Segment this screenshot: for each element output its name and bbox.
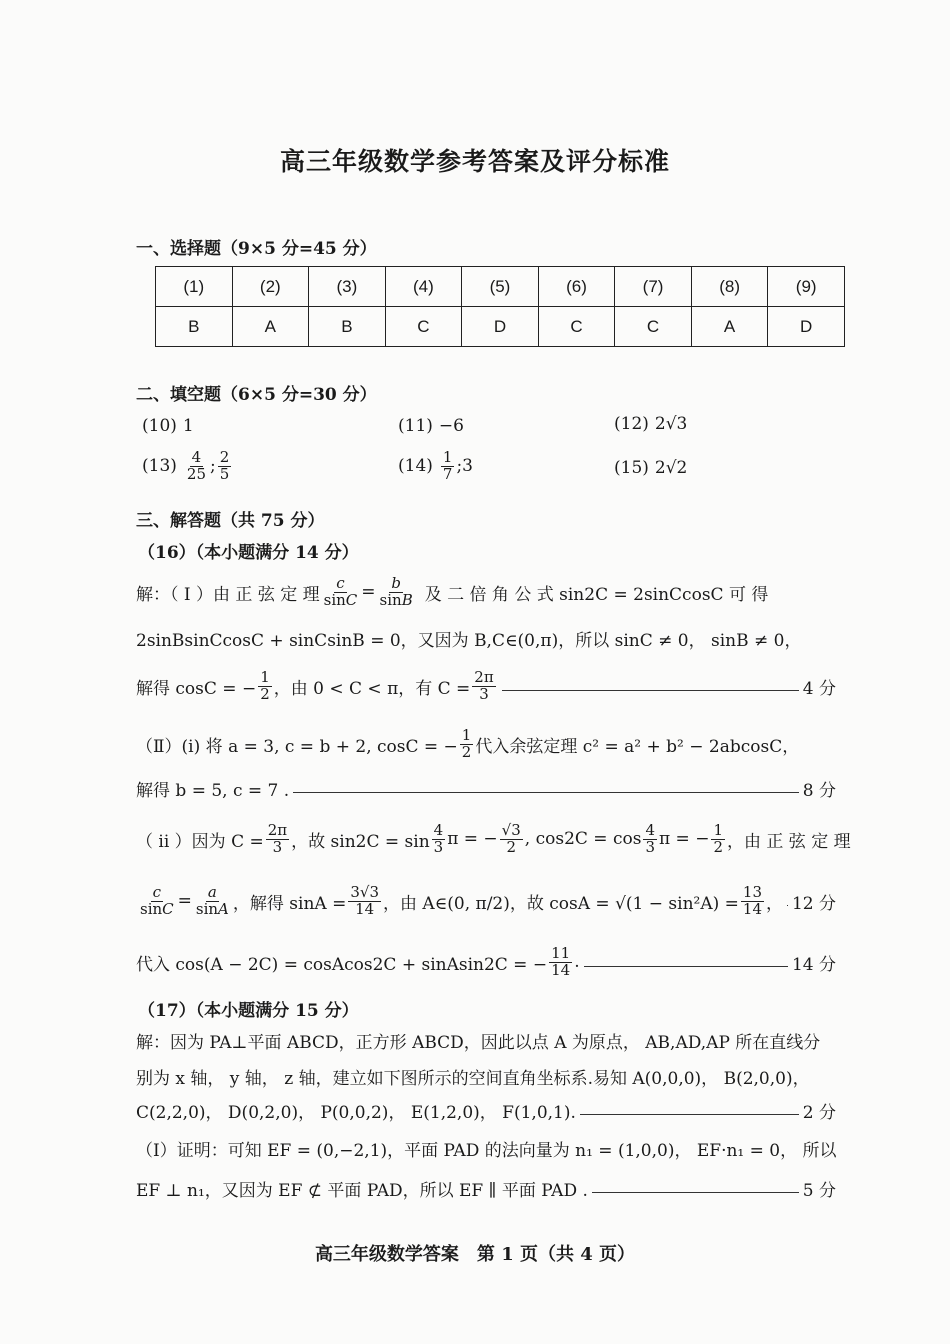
score-label: 2 分	[802, 1103, 836, 1123]
header-cell: (2)	[232, 267, 309, 307]
dash-leader	[502, 690, 799, 691]
header-cell: (9)	[768, 267, 845, 307]
fraction	[741, 882, 764, 918]
denominator: 14	[551, 960, 571, 979]
denominator: sinC	[323, 590, 358, 609]
denominator: 7	[442, 464, 453, 483]
denominator: 2	[461, 742, 472, 761]
text: 代入余弦定理 c² = a² + b² − 2abcosC，	[475, 736, 800, 757]
answer-cell: A	[232, 307, 309, 347]
header-cell: (8)	[691, 267, 768, 307]
fraction	[549, 943, 572, 979]
equals: =	[177, 891, 192, 911]
answer-cell: C	[385, 307, 462, 347]
denominator: sinA	[195, 899, 229, 918]
numerator: b	[391, 573, 401, 592]
text: C(2,2,0)， D(0,2,0)， P(0,0,2)， E(1,2,0)， F(1,0,1).	[136, 1103, 576, 1123]
denominator: 14	[742, 899, 762, 918]
denominator: 2	[260, 684, 270, 703]
q16-line-3	[136, 664, 836, 708]
numerator: 4	[433, 820, 444, 839]
fill-label: (10)	[142, 416, 177, 436]
fraction	[194, 882, 231, 918]
fraction	[322, 573, 360, 609]
text: ，故 sin2C = sin	[291, 831, 430, 852]
q17-header: （17）（本小题满分 15 分）	[138, 1001, 359, 1021]
denominator: 2	[506, 837, 516, 856]
numerator: √3	[501, 820, 521, 839]
answer-cell: D	[768, 307, 845, 347]
numerator: 4	[645, 820, 655, 839]
header-cell: (7)	[615, 267, 692, 307]
q16-line-7: $\frac{c}{\sin C}$ = $\frac{a}{\sin A}$ ，解得 sinA = $\frac{3√3}{14}$ ，由 A∈(0, π/2)，故 cosA = √(1 − sin²A) = $\frac{13}{14}$ ， 12 分	[140, 882, 836, 918]
denominator: 14	[355, 899, 375, 918]
text: 代入 cos(A − 2C) = cosAcos2C + sinAsin2C = −	[136, 954, 548, 975]
score-label: 4 分	[802, 678, 836, 699]
fraction	[378, 573, 415, 609]
text: 解得 cosC = −	[136, 678, 257, 699]
text: ，由 A∈(0, π/2)，故 cosA = √(1 − sin²A) =	[383, 893, 739, 914]
fraction	[138, 882, 176, 918]
fill-label: (15)	[614, 458, 649, 478]
numerator: 2π	[267, 820, 288, 839]
fill-value: −6	[438, 416, 464, 436]
fill-value: ;3	[456, 455, 473, 476]
fill-label: (11)	[398, 416, 433, 436]
q16-line-5	[136, 776, 836, 801]
fill-value: 2√3	[654, 414, 688, 434]
table-header-row	[156, 267, 845, 307]
text: （Ⅱ）(i) 将 a = 3, c = b + 2, cosC = −	[136, 736, 458, 757]
dash-leader	[293, 792, 799, 793]
text: ，解得 sinA =	[232, 893, 347, 914]
denominator: 25	[186, 464, 206, 483]
fill-answer-15	[614, 458, 687, 478]
q17-line-5	[136, 1176, 836, 1201]
fill-answer-11	[398, 416, 464, 436]
numerator: 2π	[474, 667, 494, 686]
text: , cos2C = cos	[524, 829, 642, 849]
header-cell: (1)	[156, 267, 233, 307]
text: π = −	[447, 829, 498, 849]
section-solve: 三、解答题（共 75 分）	[136, 511, 325, 531]
fraction	[185, 450, 208, 483]
numerator: 1	[713, 820, 723, 839]
q17-line-3	[136, 1098, 836, 1123]
fraction	[432, 820, 446, 856]
fill-label: (13)	[142, 455, 177, 476]
equals: =	[361, 582, 376, 602]
numerator: 13	[742, 882, 762, 901]
header-cell: (6)	[538, 267, 615, 307]
q16-line-8: 代入 cos(A − 2C) = cosAcos2C + sinAsin2C = − $\frac{11}{14}$ . 14 分	[136, 943, 836, 979]
fraction	[460, 725, 474, 761]
numerator: 3√3	[350, 882, 379, 901]
dash-leader	[592, 1192, 799, 1193]
denominator: sinC	[140, 899, 174, 918]
q17-line-2: 别为 x 轴， y 轴， z 轴，建立如下图所示的空间直角坐标系.易知 A(0,0,0)， B(2,0,0)，	[136, 1069, 810, 1089]
choice-answer-table	[155, 266, 845, 347]
numerator: 4	[191, 448, 202, 466]
score-label: 12 分	[791, 893, 836, 914]
text: 解得 b = 5, c = 7 .	[136, 781, 290, 801]
answer-cell: A	[691, 307, 768, 347]
text: 及 二 倍 角 公 式 sin2C = 2sinCcosC 可 得	[424, 584, 769, 605]
section-choice: 一、选择题（9×5 分=45 分）	[136, 239, 377, 259]
dash-leader	[580, 1114, 799, 1115]
text: （ ii ）因为 C =	[136, 831, 264, 852]
fraction	[711, 820, 725, 856]
denominator: 3	[645, 837, 655, 856]
fill-answer-14	[398, 450, 473, 483]
fill-answer-13	[142, 450, 233, 483]
denominator: 5	[219, 464, 230, 483]
section-fill: 二、填空题（6×5 分=30 分）	[136, 385, 377, 405]
answer-cell: B	[156, 307, 233, 347]
denominator: 3	[433, 837, 444, 856]
text: 解：（ Ⅰ ）由 正 弦 定 理	[136, 584, 320, 605]
table-answer-row	[156, 307, 845, 347]
score-label: 8 分	[802, 781, 836, 801]
header-cell: (4)	[385, 267, 462, 307]
fraction	[266, 820, 289, 856]
denominator: sinB	[379, 590, 413, 609]
denominator: 3	[479, 684, 489, 703]
numerator: a	[207, 882, 217, 901]
answer-cell: C	[538, 307, 615, 347]
q16-header: （16）（本小题满分 14 分）	[138, 543, 359, 563]
fill-label: (14)	[398, 455, 433, 476]
fraction	[348, 882, 381, 918]
answer-cell: C	[615, 307, 692, 347]
score-label: 14 分	[791, 954, 836, 975]
numerator: 11	[551, 943, 571, 962]
page-title: 高三年级数学参考答案及评分标准	[279, 147, 670, 176]
q16-line-6	[136, 816, 851, 862]
fraction	[218, 450, 232, 483]
text: EF ⊥ n₁，又因为 EF ⊄ 平面 PAD，所以 EF ∥ 平面 PAD .	[136, 1181, 588, 1201]
numerator: 1	[442, 448, 453, 466]
denominator: 2	[713, 837, 723, 856]
text: ，由 正 弦 定 理	[727, 831, 851, 852]
separator: ;	[210, 455, 216, 476]
header-cell: (3)	[309, 267, 386, 307]
dash-leader	[787, 905, 788, 906]
fraction	[643, 820, 657, 856]
denominator: 3	[272, 837, 283, 856]
header-cell: (5)	[462, 267, 539, 307]
q16-line-4	[136, 722, 836, 766]
numerator: 1	[260, 667, 270, 686]
dash-leader	[584, 966, 788, 967]
fill-value: 1	[182, 416, 194, 436]
fraction	[472, 667, 495, 703]
fraction	[441, 450, 455, 483]
answer-cell: B	[309, 307, 386, 347]
fraction	[258, 667, 272, 703]
fill-label: (12)	[614, 414, 649, 434]
fill-answer-10	[142, 416, 194, 436]
numerator: 2	[219, 448, 230, 466]
fill-value: 2√2	[654, 458, 688, 478]
q17-line-4: （Ⅰ）证明：可知 EF = (0,−2,1)，平面 PAD 的法向量为 n₁ = (1,0,0)， EF·n₁ = 0， 所以	[136, 1141, 837, 1161]
numerator: c	[336, 573, 345, 592]
score-label: 5 分	[802, 1181, 836, 1201]
fraction	[500, 820, 523, 856]
numerator: c	[152, 882, 162, 901]
q17-line-1: 解：因为 PA⊥平面 ABCD，正方形 ABCD，因此以点 A 为原点， AB,AD,AP 所在直线分	[136, 1033, 821, 1053]
text: π = −	[658, 829, 710, 849]
answer-cell: D	[462, 307, 539, 347]
numerator: 1	[461, 725, 472, 744]
q16-line-2: 2sinBsinCcosC + sinCsinB = 0，又因为 B,C∈(0,π)，所以 sinC ≠ 0， sinB ≠ 0，	[136, 631, 802, 651]
text: ，由 0 < C < π，有 C =	[273, 678, 471, 699]
fill-answer-12	[614, 414, 687, 434]
q16-line-1	[136, 570, 836, 614]
page-footer: 高三年级数学答案 第 1 页（共 4 页）	[314, 1244, 636, 1265]
